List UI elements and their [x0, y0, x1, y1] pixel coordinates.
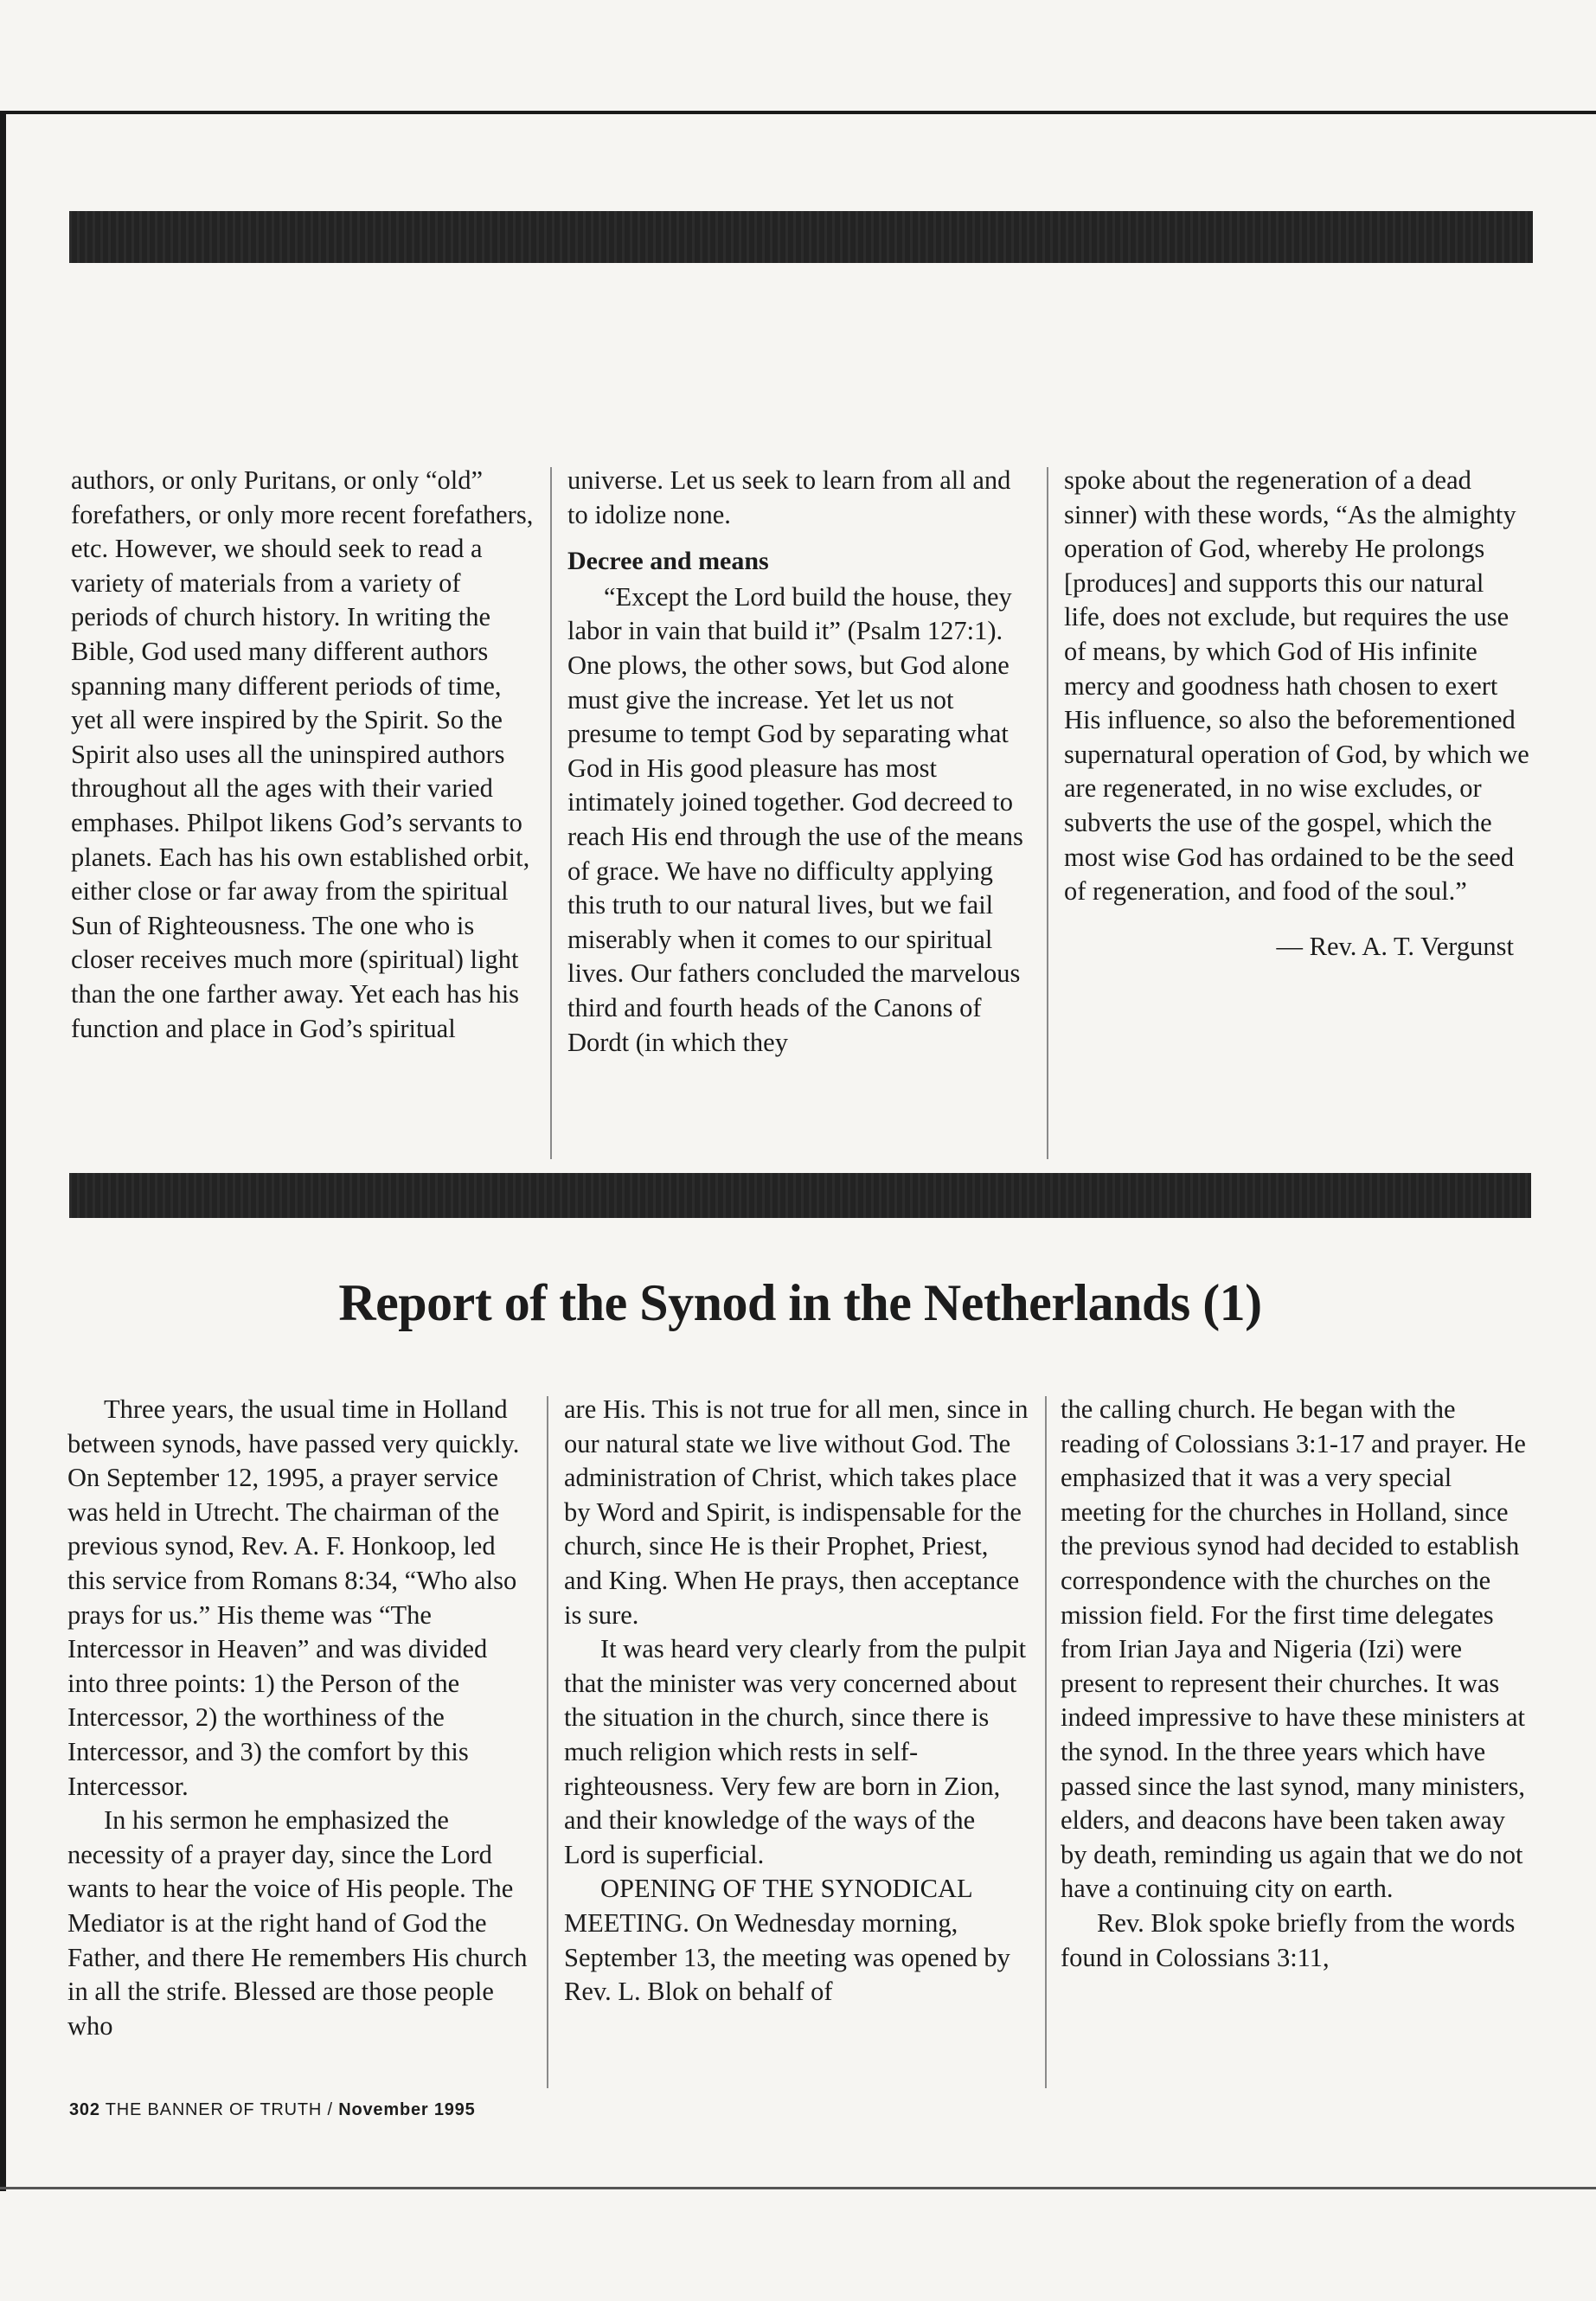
page-footer [69, 2100, 476, 2120]
page-number: 302 [69, 2100, 100, 2119]
top-rule [0, 111, 1596, 114]
publication-name: THE BANNER OF TRUTH / [105, 2100, 333, 2119]
lower-col3-para-1: the calling church. He began with the reading of Colossians 3:1-17 and prayer. He emphasized that it was a very special meeting for the churches in Holland, since the previous synod had decided to establish correspondence with the churches on the mission field. For the first time delegates from Irian Jaya and Nigeria (Izi) were present to represent their churches. It was indeed impressive to have these ministers at the synod. In the three years which have passed since the last synod, many ministers, elders, and deacons have been taken away by death, reminding us again that we do not have a continuing city on earth. [1061, 1394, 1526, 1904]
bottom-rule [0, 2187, 1596, 2189]
issue-date: November 1995 [338, 2100, 476, 2119]
header-band [69, 211, 1533, 263]
subheading: Decree and means [567, 547, 769, 576]
lower-column-2 [564, 1393, 1031, 2009]
lower-col3-para-2: Rev. Blok spoke briefly from the words found in Colossians 3:11, [1061, 1907, 1516, 1972]
upper-col2-body: “Except the Lord build the house, they labor in vain that build it” (Psalm 127:1). One plows, the other sows, but God alone must give the increase. Yet let us not presume to tempt God by separating what God in His good pleasure has most intimately joined together. God decreed to reach His end through the use of the means of grace. We have no difficulty applying this truth to our natural lives, but we fail miserably when it comes to our spiritual lives. Our fathers concluded the marvelous third and fourth heads of the Canons of Dordt (in which they [567, 581, 1023, 1057]
left-edge-rule [0, 111, 6, 2191]
lower-col1-para-1: Three years, the usual time in Holland between synods, have passed very quickly. On September 12, 1995, a prayer service was held in Utrecht. The chairman of the previous synod, Rev. A. F. Honkoop, led this service from Romans 8:34, “Who also prays for us.” His theme was “The Intercessor in Heaven” and was divided into three points: 1) the Person of the Intercessor, 2) the worthiness of the Intercessor, and 3) the comfort by this Intercessor. [67, 1394, 520, 1801]
upper-column-1 [71, 464, 538, 1046]
upper-col2-intro: universe. Let us seek to learn from all and to idolize none. [567, 465, 1011, 529]
lower-column-1 [67, 1393, 535, 2043]
column-divider [1047, 467, 1048, 1159]
upper-col1-text: authors, or only Puritans, or only “old” forefathers, or only more recent forefathers, etc. However, we should seek to read a variety of materials from a variety of periods of church history. In writing the Bible, God used many different authors spanning many different periods of time, yet all were inspired by the Spirit. So the Spirit also uses all the uninspired authors throughout all the ages with their varied emphases. Philpot likens God’s servants to planets. Each has his own established orbit, either close or far away from the spiritual Sun of Righteousness. The one who is closer receives much more (spiritual) light than the one farther away. Yet each has his function and place in God’s spiritual [71, 465, 534, 1043]
lower-col1-para-2: In his sermon he emphasized the necessity of a prayer day, since the Lord wants to hear the voice of His people. The Mediator is at the right hand of God the Father, and there He remembers His church in all the strife. Blessed are those people who [67, 1805, 528, 2041]
lower-col2-para-1: are His. This is not true for all men, since in our natural state we live without God. The administration of Christ, which takes place by Word and Spirit, is indispensable for the church, since He is their Prophet, Priest, and King. When He prays, then acceptance is sure. [564, 1394, 1029, 1630]
upper-column-2 [567, 464, 1035, 1060]
column-divider [1045, 1396, 1047, 2088]
upper-column-3 [1064, 464, 1531, 964]
lower-col2-para-2: It was heard very clearly from the pulpit that the minister was very concerned about the situation in the church, since there is much religion which rests in self-righteousness. Very few are born in Zion, and their knowledge of the ways of the Lord is superficial. [564, 1634, 1027, 1869]
lower-col2-para-3: OPENING OF THE SYNODICAL MEETING. On Wednesday morning, September 13, the meeting was opened by Rev. L. Blok on behalf of [564, 1874, 1010, 2007]
section-divider-band [69, 1173, 1531, 1218]
author-signature: — Rev. A. T. Vergunst [1276, 931, 1514, 961]
upper-col3-text: spoke about the regeneration of a dead sinner) with these words, “As the almighty operation of God, whereby He prolongs [produces] and supports this our natural life, does not exclude, but requires the use of means, by which God of His infinite mercy and goodness hath chosen to exert His influence, so also the beforementioned supernatural operation of God, by which we are regenerated, in no wise excludes, or subverts the use of the gospel, which the most wise God has ordained to be the seed of regeneration, and food of the soul.” [1064, 465, 1529, 907]
article-title: Report of the Synod in the Netherlands (1) [338, 1274, 1262, 1331]
lower-column-3 [1061, 1393, 1533, 1975]
column-divider [550, 467, 552, 1159]
column-divider [547, 1396, 548, 2088]
